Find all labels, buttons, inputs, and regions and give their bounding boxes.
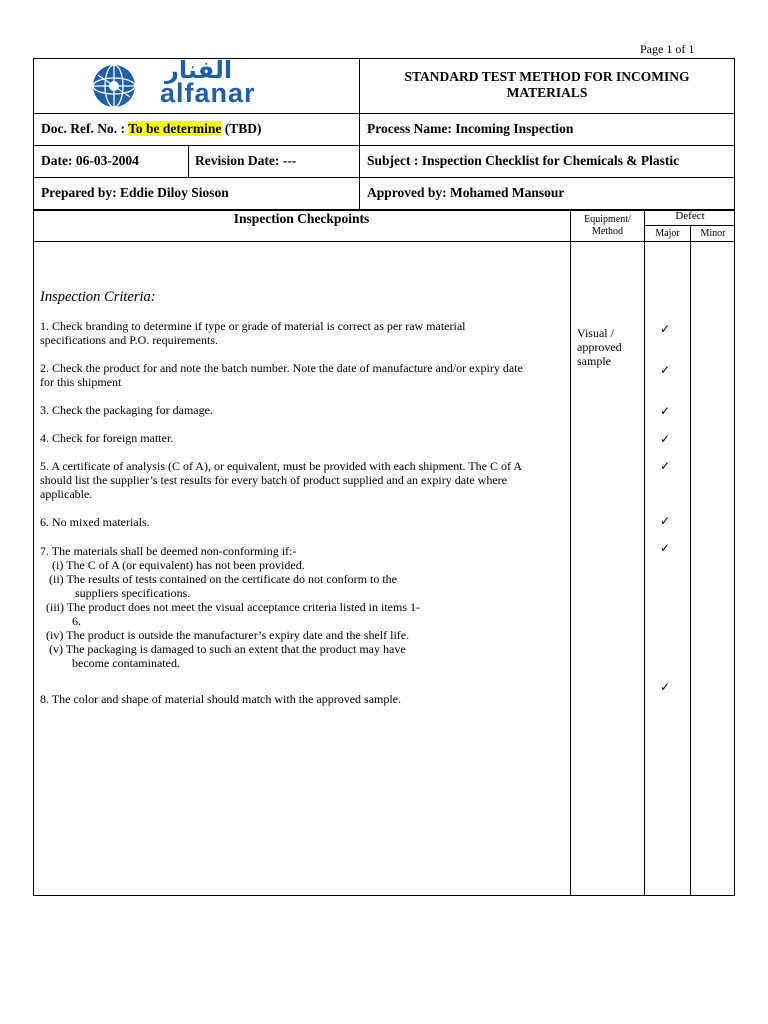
item-6: 6. No mixed materials.	[40, 515, 150, 529]
check-icon: ✓	[660, 363, 671, 377]
equipment-line-3: sample	[577, 354, 611, 368]
item-5-line-1: 5. A certificate of analysis (C of A), or equivalent, must be provided with each shipment. The C of A	[40, 459, 523, 473]
item-4: 4. Check for foreign matter.	[40, 431, 174, 445]
page-number: Page 1 of 1	[640, 42, 695, 56]
title-line-1: STANDARD TEST METHOD FOR INCOMING	[404, 69, 690, 84]
item-3: 3. Check the packaging for damage.	[40, 403, 213, 417]
item-2-line-1: 2. Check the product for and note the batch number. Note the date of manufacture and/or expiry date	[40, 361, 523, 375]
check-icon: ✓	[660, 432, 671, 446]
doc-ref-label: Doc. Ref. No. :	[41, 121, 129, 136]
item-1	[40, 319, 466, 347]
col-checkpoints: Inspection Checkpoints	[233, 211, 370, 226]
equipment-method	[577, 326, 622, 368]
item-7-intro: 7. The materials shall be deemed non-conforming if:-	[40, 544, 297, 558]
item-1-line-2: specifications and P.O. requirements.	[40, 333, 218, 347]
check-icon: ✓	[660, 404, 671, 418]
equipment-line-2: approved	[577, 340, 622, 354]
doc-ref-value: To be determine	[128, 121, 222, 136]
item-5-line-3: applicable.	[40, 487, 93, 501]
item-7-v-line-1: (v) The packaging is damaged to such an extent that the product may have	[49, 642, 406, 656]
col-defect: Defect	[675, 210, 705, 222]
item-7-i: (i) The C of A (or equivalent) has not been provided.	[52, 558, 305, 572]
check-icon: ✓	[660, 322, 671, 336]
logo-wordmark: alfanar	[160, 78, 256, 108]
item-7	[40, 544, 420, 670]
revision-date: Revision Date: ---	[195, 153, 297, 168]
doc-ref-suffix: (TBD)	[221, 121, 262, 136]
title-line-2: MATERIALS	[506, 85, 588, 100]
document-title	[360, 69, 734, 101]
check-icon: ✓	[660, 541, 671, 555]
col-equipment-line-1: Equipment/	[584, 214, 631, 225]
col-equipment-line-2: Method	[591, 226, 624, 237]
item-7-iii-line-2: 6.	[72, 614, 81, 628]
item-5	[40, 459, 522, 501]
item-7-ii-line-1: (ii) The results of tests contained on the certificate do not conform to the	[49, 572, 398, 586]
check-icon: ✓	[660, 459, 671, 473]
item-2-line-2: for this shipment	[40, 375, 122, 389]
col-major: Major	[655, 228, 680, 239]
col-equipment	[571, 214, 644, 238]
item-7-v-line-2: become contaminated.	[72, 656, 180, 670]
date: Date: 06-03-2004	[41, 153, 139, 168]
item-7-iii-line-1: (iii) The product does not meet the visual acceptance criteria listed in items 1-	[46, 600, 420, 614]
item-5-line-2: should list the supplier’s test results for every batch of product supplied and an expiry date where	[40, 473, 507, 487]
approved-by: Approved by: Mohamed Mansour	[367, 185, 565, 200]
item-7-ii-line-2: suppliers specifications.	[75, 586, 191, 600]
item-2	[40, 361, 523, 389]
criteria-title: Inspection Criteria:	[40, 289, 156, 305]
doc-ref	[41, 121, 261, 137]
logo-arabic: الفنار	[165, 56, 233, 84]
prepared-by: Prepared by: Eddie Diloy Sioson	[41, 185, 229, 200]
subject: Subject : Inspection Checklist for Chemicals & Plastic	[367, 153, 680, 168]
check-icon: ✓	[660, 514, 671, 528]
process-name: Process Name: Incoming Inspection	[367, 121, 574, 136]
item-8: 8. The color and shape of material should match with the approved sample.	[40, 692, 402, 706]
item-1-line-1: 1. Check branding to determine if type or grade of material is correct as per raw material	[40, 319, 466, 333]
check-icon: ✓	[660, 680, 671, 694]
col-minor: Minor	[700, 228, 726, 239]
equipment-line-1: Visual /	[577, 326, 614, 340]
item-7-iv: (iv) The product is outside the manufacturer’s expiry date and the shelf life.	[46, 628, 410, 642]
